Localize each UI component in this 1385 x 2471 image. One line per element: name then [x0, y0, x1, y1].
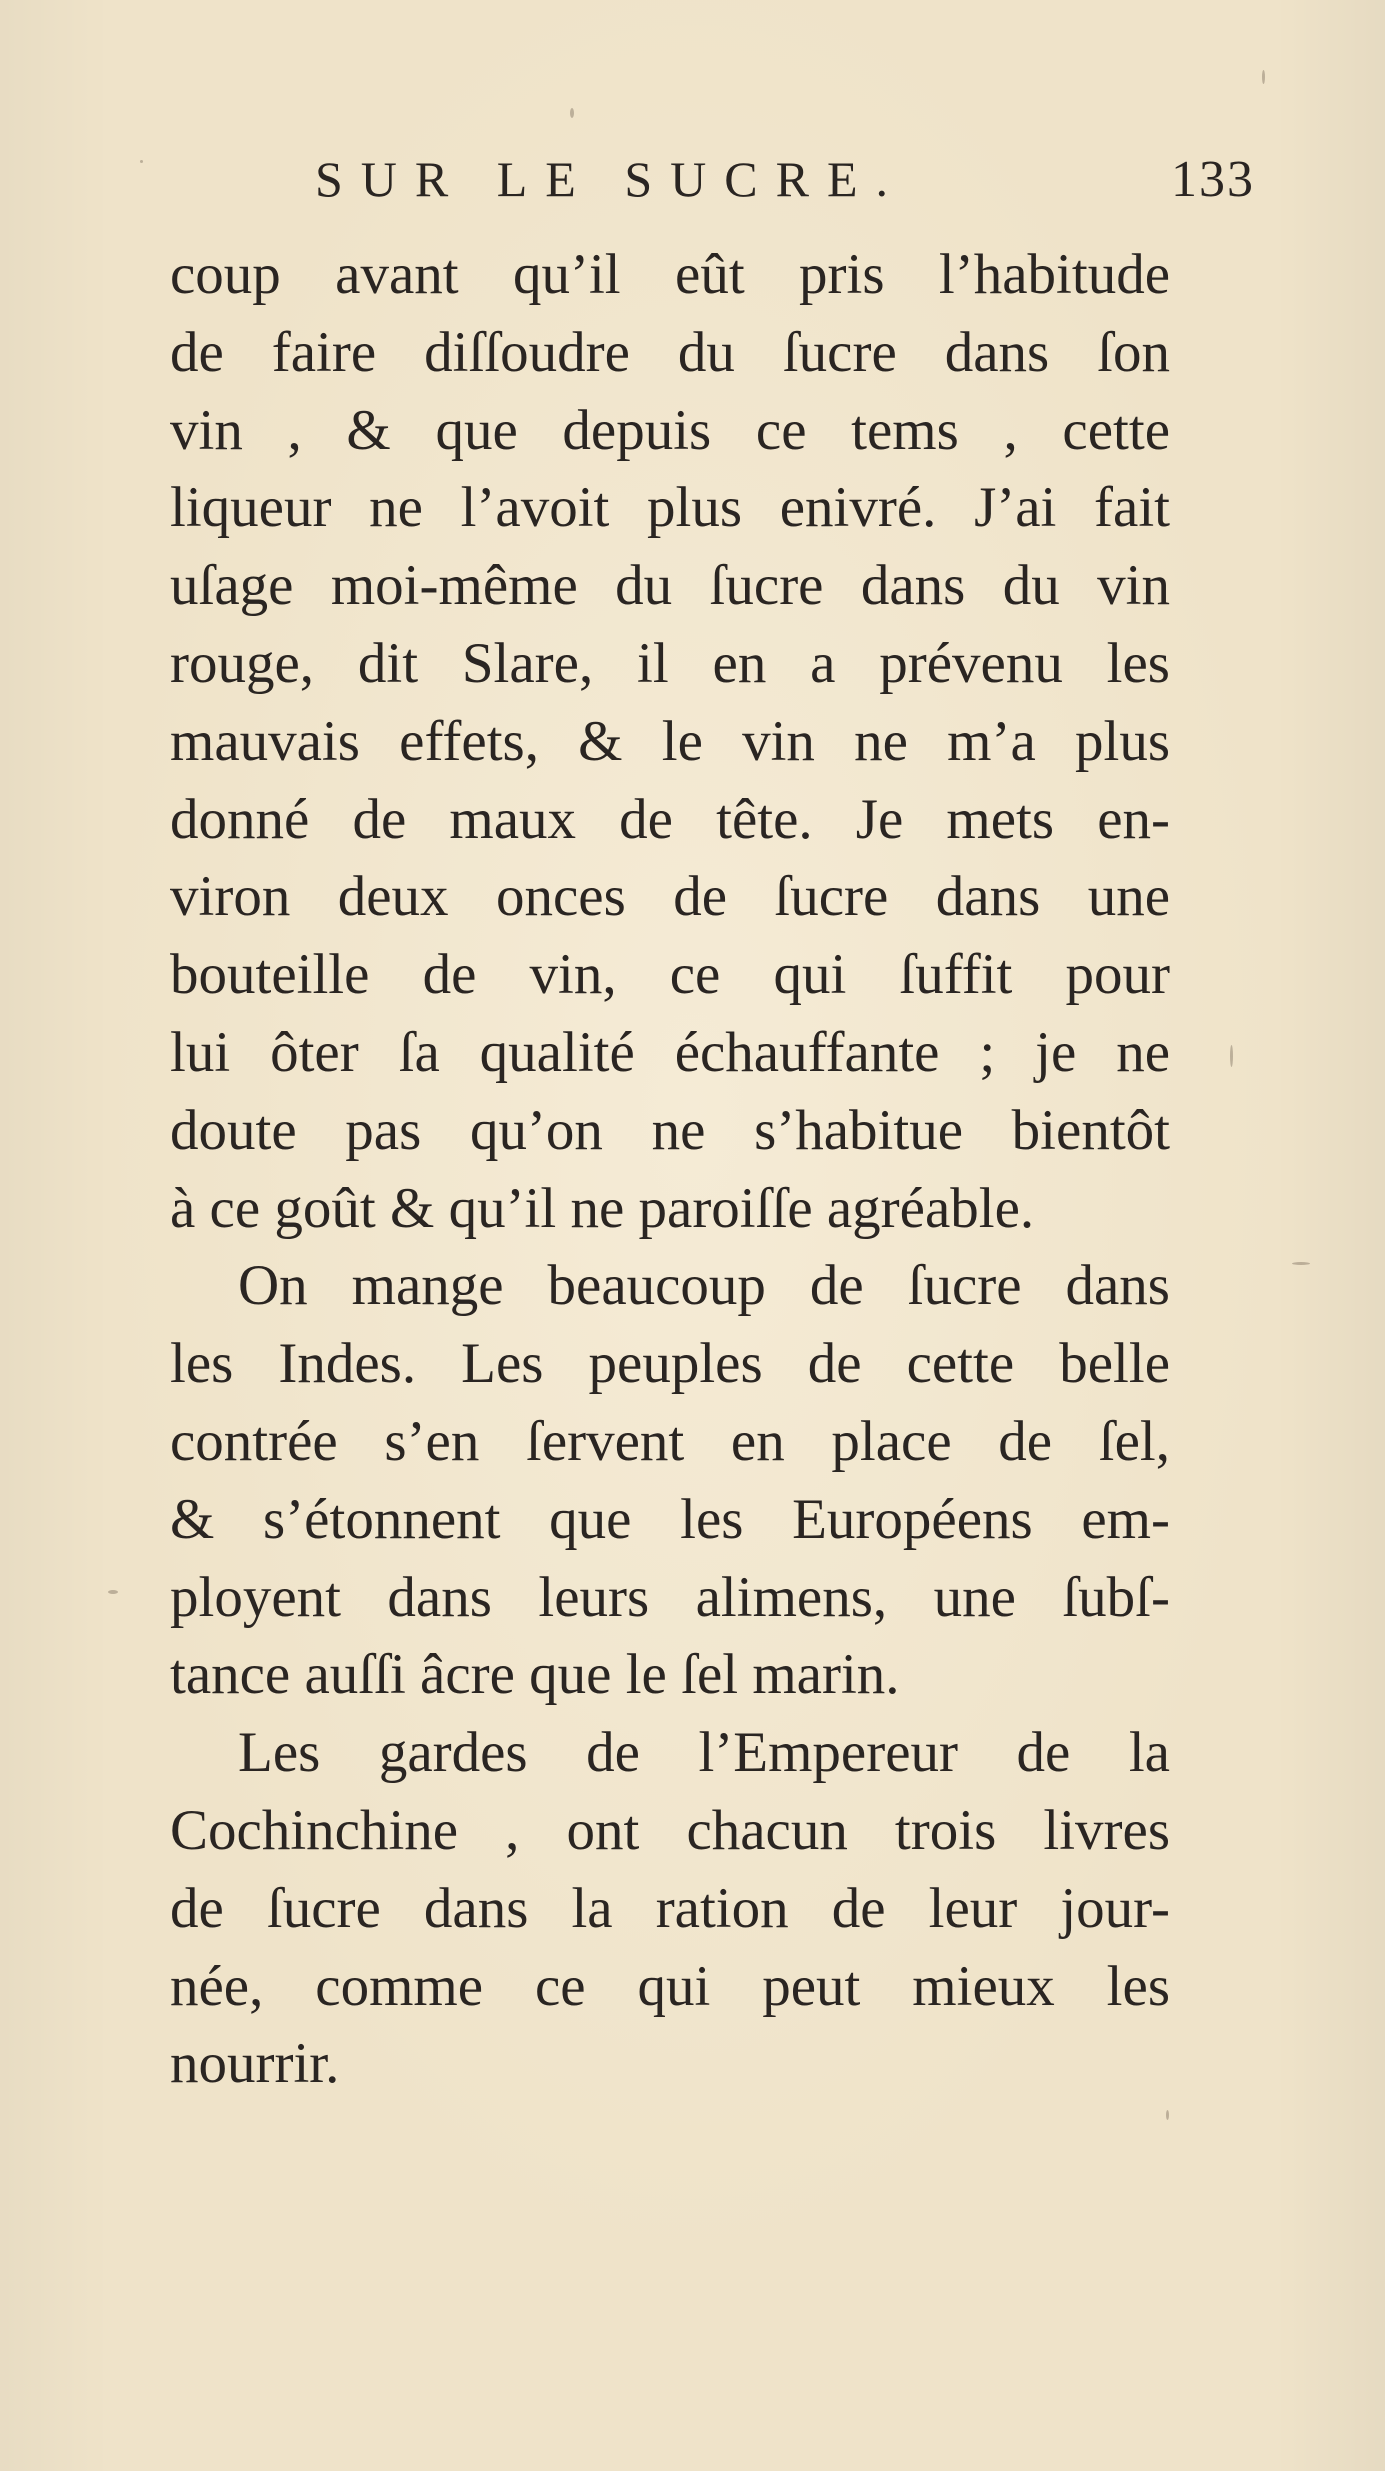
- paper-speck: [1166, 2110, 1169, 2120]
- text-line: contrée s’en ſervent en place de ſel,: [170, 1409, 1170, 1473]
- text-line: liqueur ne l’avoit plus enivré. J’ai fait: [170, 476, 1170, 540]
- text-line: On mange beaucoup de ſucre dans: [238, 1254, 1170, 1318]
- paper-speck: [570, 108, 574, 118]
- text-line: & s’étonnent que les Européens em-: [170, 1487, 1170, 1551]
- running-head: SUR LE SUCRE.: [315, 151, 907, 207]
- paper-speck: [108, 1590, 118, 1594]
- text-line: doute pas qu’on ne s’habitue bientôt: [170, 1098, 1170, 1162]
- text-line: Les gardes de l’Empereur de la: [238, 1721, 1170, 1785]
- text-line: ployent dans leurs alimens, une ſubſ-: [170, 1565, 1170, 1629]
- text-line: donné de maux de tête. Je mets en-: [170, 787, 1170, 851]
- text-line: née, comme ce qui peut mieux les: [170, 1954, 1170, 2018]
- body-text: [170, 236, 1170, 2103]
- paragraph-3: [170, 1714, 1170, 2103]
- text-line: uſage moi-même du ſucre dans du vin: [170, 554, 1170, 618]
- paper-speck: [1262, 70, 1265, 84]
- text-line: bouteille de vin, ce qui ſuffit pour: [170, 943, 1170, 1007]
- paragraph-2: [170, 1247, 1170, 1714]
- text-line: coup avant qu’il eût pris l’habitude: [170, 243, 1170, 306]
- text-line: lui ôter ſa qualité échauffante ; je ne: [170, 1020, 1170, 1084]
- text-line: mauvais effets, & le vin ne m’a plus: [170, 709, 1170, 773]
- paper-speck: [1292, 1262, 1310, 1265]
- text-line: de faire diſſoudre du ſucre dans ſon: [170, 320, 1170, 384]
- paper-speck: [140, 160, 143, 163]
- page-number: 133: [1171, 151, 1255, 208]
- text-line: nourrir.: [170, 2032, 340, 2096]
- paper-speck: [1230, 1045, 1233, 1067]
- text-line: tance auſſi âcre que le ſel marin.: [170, 1643, 900, 1707]
- page-header: [315, 150, 1255, 220]
- paragraph-1: [170, 236, 1170, 1247]
- text-line: rouge, dit Slare, il en a prévenu les: [170, 631, 1170, 695]
- text-line: les Indes. Les peuples de cette belle: [170, 1332, 1170, 1396]
- text-line: viron deux onces de ſucre dans une: [170, 865, 1170, 929]
- text-line: à ce goût & qu’il ne paroiſſe agréable.: [170, 1176, 1035, 1240]
- text-line: de ſucre dans la ration de leur jour-: [170, 1876, 1170, 1940]
- text-line: vin , & que depuis ce tems , cette: [170, 398, 1170, 462]
- text-line: Cochinchine , ont chacun trois livres: [170, 1798, 1170, 1862]
